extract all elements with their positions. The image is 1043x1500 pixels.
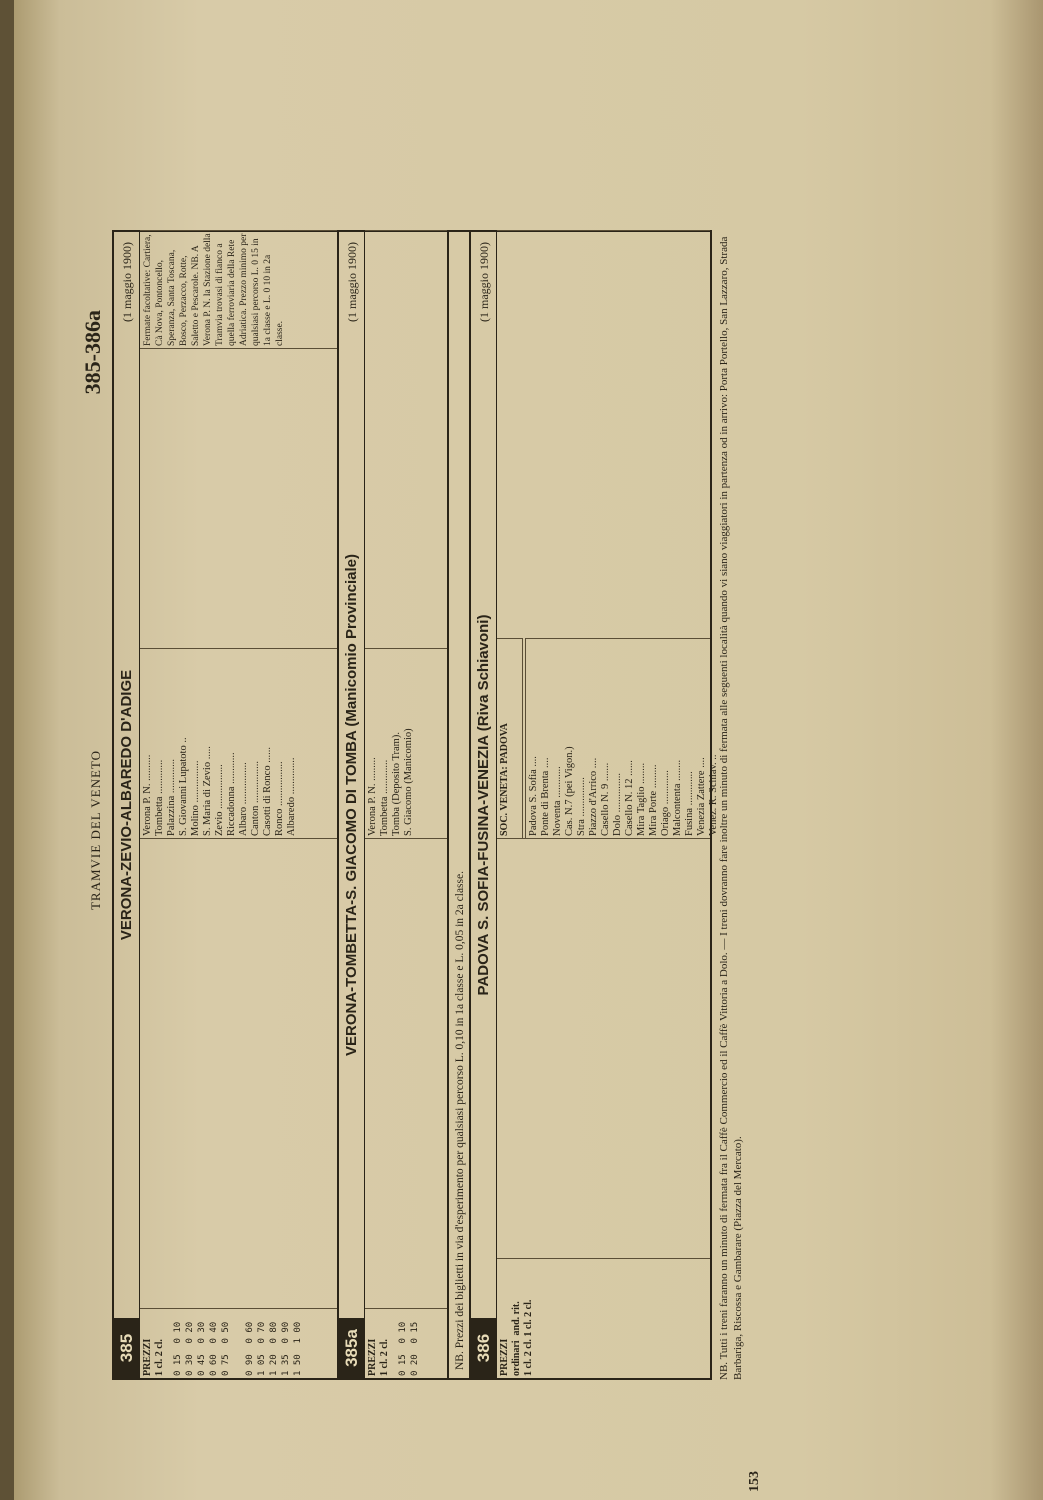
section-386-grid [497,232,719,1378]
section-385-prices: 0 15 0 10 0 30 0 20 0 45 0 30 0 60 0 40 0 75 0 50 0 90 0 60 1 05 0 70 1 20 0 80 1 35 0 90 1 50 1 00 [170,1308,337,1378]
section-385a-times-up [365,838,447,1308]
section-385a [339,232,449,1378]
section-386-stations: Padova S. Sofia .... Ponte di Brenta .... Noventa ............ Cas. N.7 (pei Vigon.) Stra ............... Piazzo d'Arrico .... Casello N. 9 ....... Dolo ............... Casello N. 12 ...... Mira Taglio ........ Mira Porte ......... Oriago ............. Malcontenta ........ Fusina ............. Venezia Zattere .... Venez. R. Schiav. .. [525,638,710,838]
section-385 [114,232,339,1378]
section-385a-times-down [365,230,447,648]
section-385-stations: Verona P. N. .......... Tombetta ............. Palazzina ............. S. Giovanni Lupatoto .. Molino ................ S. Maria di Zevio ..... Zevio ................. Riccadonna ............ Albaro ................ Canton ................ Casotti di Ronco ...... Ronco ................. Albaredo .............. [140,648,337,838]
section-385a-title: VERONA-TOMBETTA-S. GIACOMO DI TOMBA (Manicomio Provinciale) [343,554,360,1056]
section-386-title-bar [471,232,497,1378]
running-header [72,160,112,1500]
section-385a-prices-header: PREZZI 1 cl. 2 cl. [365,1308,447,1378]
section-386-date: (1 maggio 1900) [477,242,491,322]
section-386 [471,232,719,1378]
section-385a-title-bar [339,232,365,1378]
rotated-content [72,160,772,1500]
section-386-times-down [497,230,710,638]
section-385a-grid [365,232,447,1378]
section-385-notes: Fermate facoltative: Cartiera, Cà Nova, Pontoncello, Speranza, Santa Toscana, Bosco, Perzacco, Rotte, Saletto e Pescarole. NB. A Verona P. N. la Stazione della Tramvia trovasi di fianco a quella ferroviaria della Rete Adriatica. Prezzo minimo per qualsiasi percorso L. 0 15 in 1a classe e L. 0 10 in 2a classe. [140,230,337,348]
section-385-prices-header: PREZZI 1 cl. 2 cl. [140,1308,337,1378]
timetable-sheet [72,160,772,1500]
footer-note: NB. Tutti i treni faranno un minuto di fermata fra il Caffè Commercio ed il Caffè Vittoria a Dolo. — I treni dovranno fare inoltre un minuto di fermata alle seguenti località quando vi siano viaggiatori in partenza od in arrivo: Porta Portello, San Lazzaro, Strada Barbariga, Riscossa e Gambarare (Piazza del Mercato). [718,236,744,1380]
section-385a-date: (1 maggio 1900) [345,242,359,322]
section-386-title: PADOVA S. SOFIA-FUSINA-VENEZIA (Riva Schiavoni) [475,614,492,996]
section-385a-number: 385a [339,1318,365,1378]
folio: 153 [747,1471,762,1492]
section-385a-stations: Verona P. N. ......... Tombetta ............. Tomba (Deposito Tram). S. Giacomo (Manicomio) [365,648,447,838]
running-title: TRAMVIE DEL VENETO [88,749,103,911]
section-385a-prices: 0 15 0 10 0 20 0 15 [395,1308,447,1378]
section-386-company: SOC. VENETA: PADOVA [497,638,523,838]
section-385-grid [140,232,337,1378]
page-number: 385-386a [80,310,105,395]
section-386-prices-header: PREZZI ordinari and. rit. 1 cl. 2 cl. 1 cl. 2 cl. [497,1258,710,1378]
section-385a-nb: NB. Prezzi dei biglietti in via d'esperimento per qualsiasi percorso L. 0,10 in 1a classe e L. 0,05 in 2a classe. [449,232,471,1378]
book-spine [0,0,14,1500]
section-385-title-bar [114,232,140,1378]
section-385-date: (1 maggio 1900) [120,242,134,322]
section-386-number: 386 [471,1318,497,1378]
timetable [112,230,719,1380]
section-385-times-up [140,838,337,1308]
section-386-times-up [497,838,710,1258]
section-385-times-down [140,348,337,648]
section-385-number: 385 [114,1318,140,1378]
section-385-title: VERONA-ZEVIO-ALBAREDO D'ADIGE [118,669,135,941]
